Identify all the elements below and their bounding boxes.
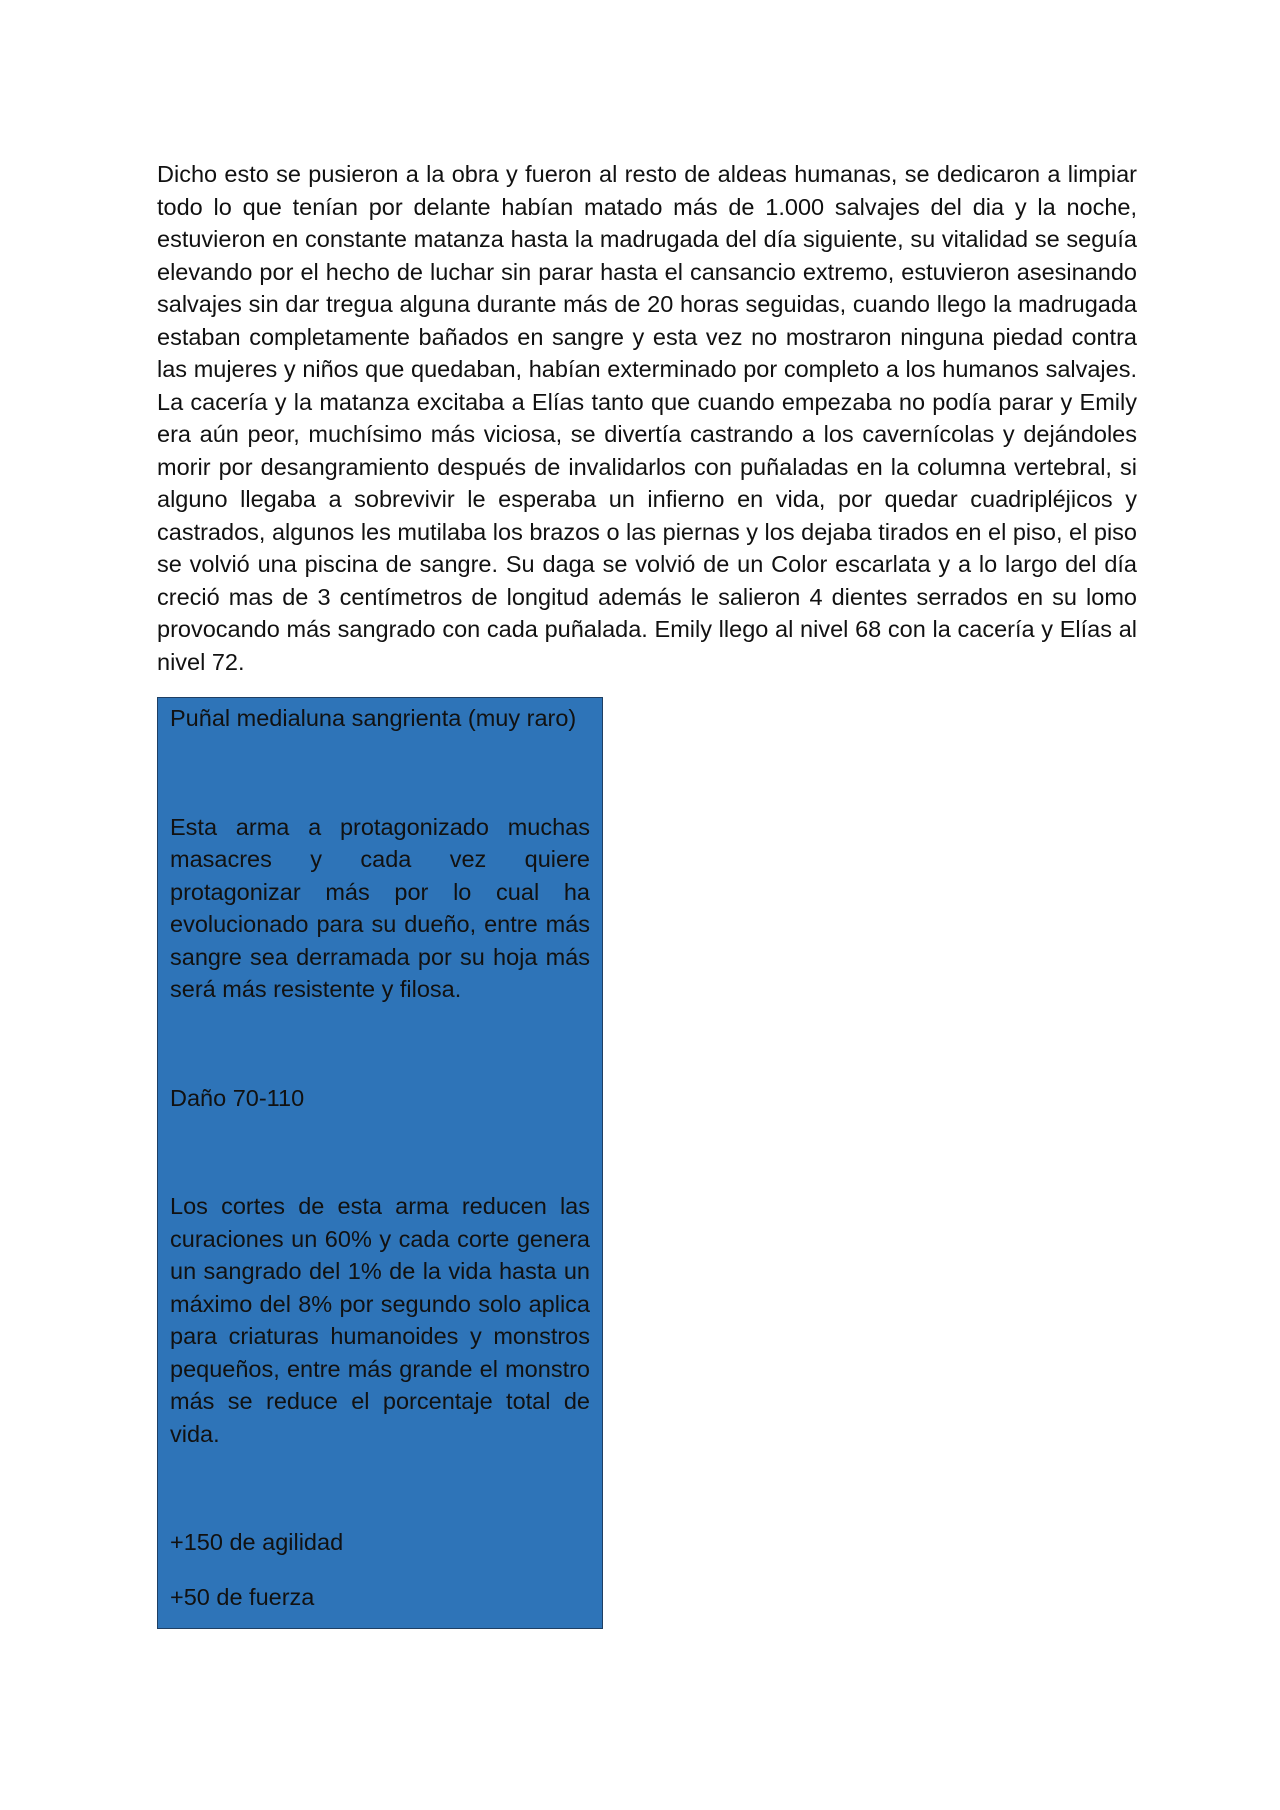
item-effect: Los cortes de esta arma reducen las curaciones un 60% y cada corte genera un sangrado del 1% de la vida hasta un máximo del 8% por segundo solo aplica para criaturas humanoides y monstros pequeños, entre más grande el monstro más se reduce el porcentaje total de vida.	[170, 1193, 590, 1447]
story-paragraph: Dicho esto se pusieron a la obra y fueron al resto de aldeas humanas, se dedicaron a limpiar todo lo que tenían por delante habían matado más de 1.000 salvajes del dia y la noche, estuvieron en constante matanza hasta la madrugada del día siguiente, su vitalidad se seguía elevando por el hecho de luchar sin parar hasta el cansancio extremo, estuvieron asesinando salvajes sin dar tregua alguna durante más de 20 horas seguidas, cuando llego la madrugada estaban completamente bañados en sangre y esta vez no mostraron ninguna piedad contra las mujeres y niños que quedaban, habían exterminado por completo a los humanos salvajes. La cacería y la matanza excitaba a Elías tanto que cuando empezaba no podía parar y Emily era aún peor, muchísimo más viciosa, se divertía castrando a los cavernícolas y dejándoles morir por desangramiento después de invalidarlos con puñaladas en la columna vertebral, si alguno llegaba a sobrevivir le esperaba un infierno en vida, por quedar cuadripléjicos y castrados, algunos les mutilaba los brazos o las piernas y los dejaba tirados en el piso, el piso se volvió una piscina de sangre. Su daga se volvió de un Color escarlata y a lo largo del día creció mas de 3 centímetros de longitud además le salieron 4 dientes serrados en su lomo provocando más sangrado con cada puñalada. Emily llego al nivel 68 con la cacería y Elías al nivel 72.	[157, 161, 1137, 675]
item-description: Esta arma a protagonizado muchas masacres y cada vez quiere protagonizar más por lo cual ha evolucionado para su dueño, entre más sangre sea derramada por su hoja más será más resistente y filosa.	[170, 813, 590, 1002]
spacer	[170, 1114, 590, 1190]
spacer	[170, 1559, 590, 1581]
item-title: Puñal medialuna sangrienta (muy raro)	[170, 705, 577, 731]
item-damage: Daño 70-110	[170, 1084, 305, 1111]
spacer	[170, 735, 590, 811]
item-stat-agility: +150 de agilidad	[170, 1529, 344, 1555]
spacer	[170, 1006, 590, 1082]
item-description-box	[157, 697, 603, 1629]
spacer	[170, 1450, 590, 1526]
item-stat-strength: +50 de fuerza	[170, 1583, 315, 1610]
